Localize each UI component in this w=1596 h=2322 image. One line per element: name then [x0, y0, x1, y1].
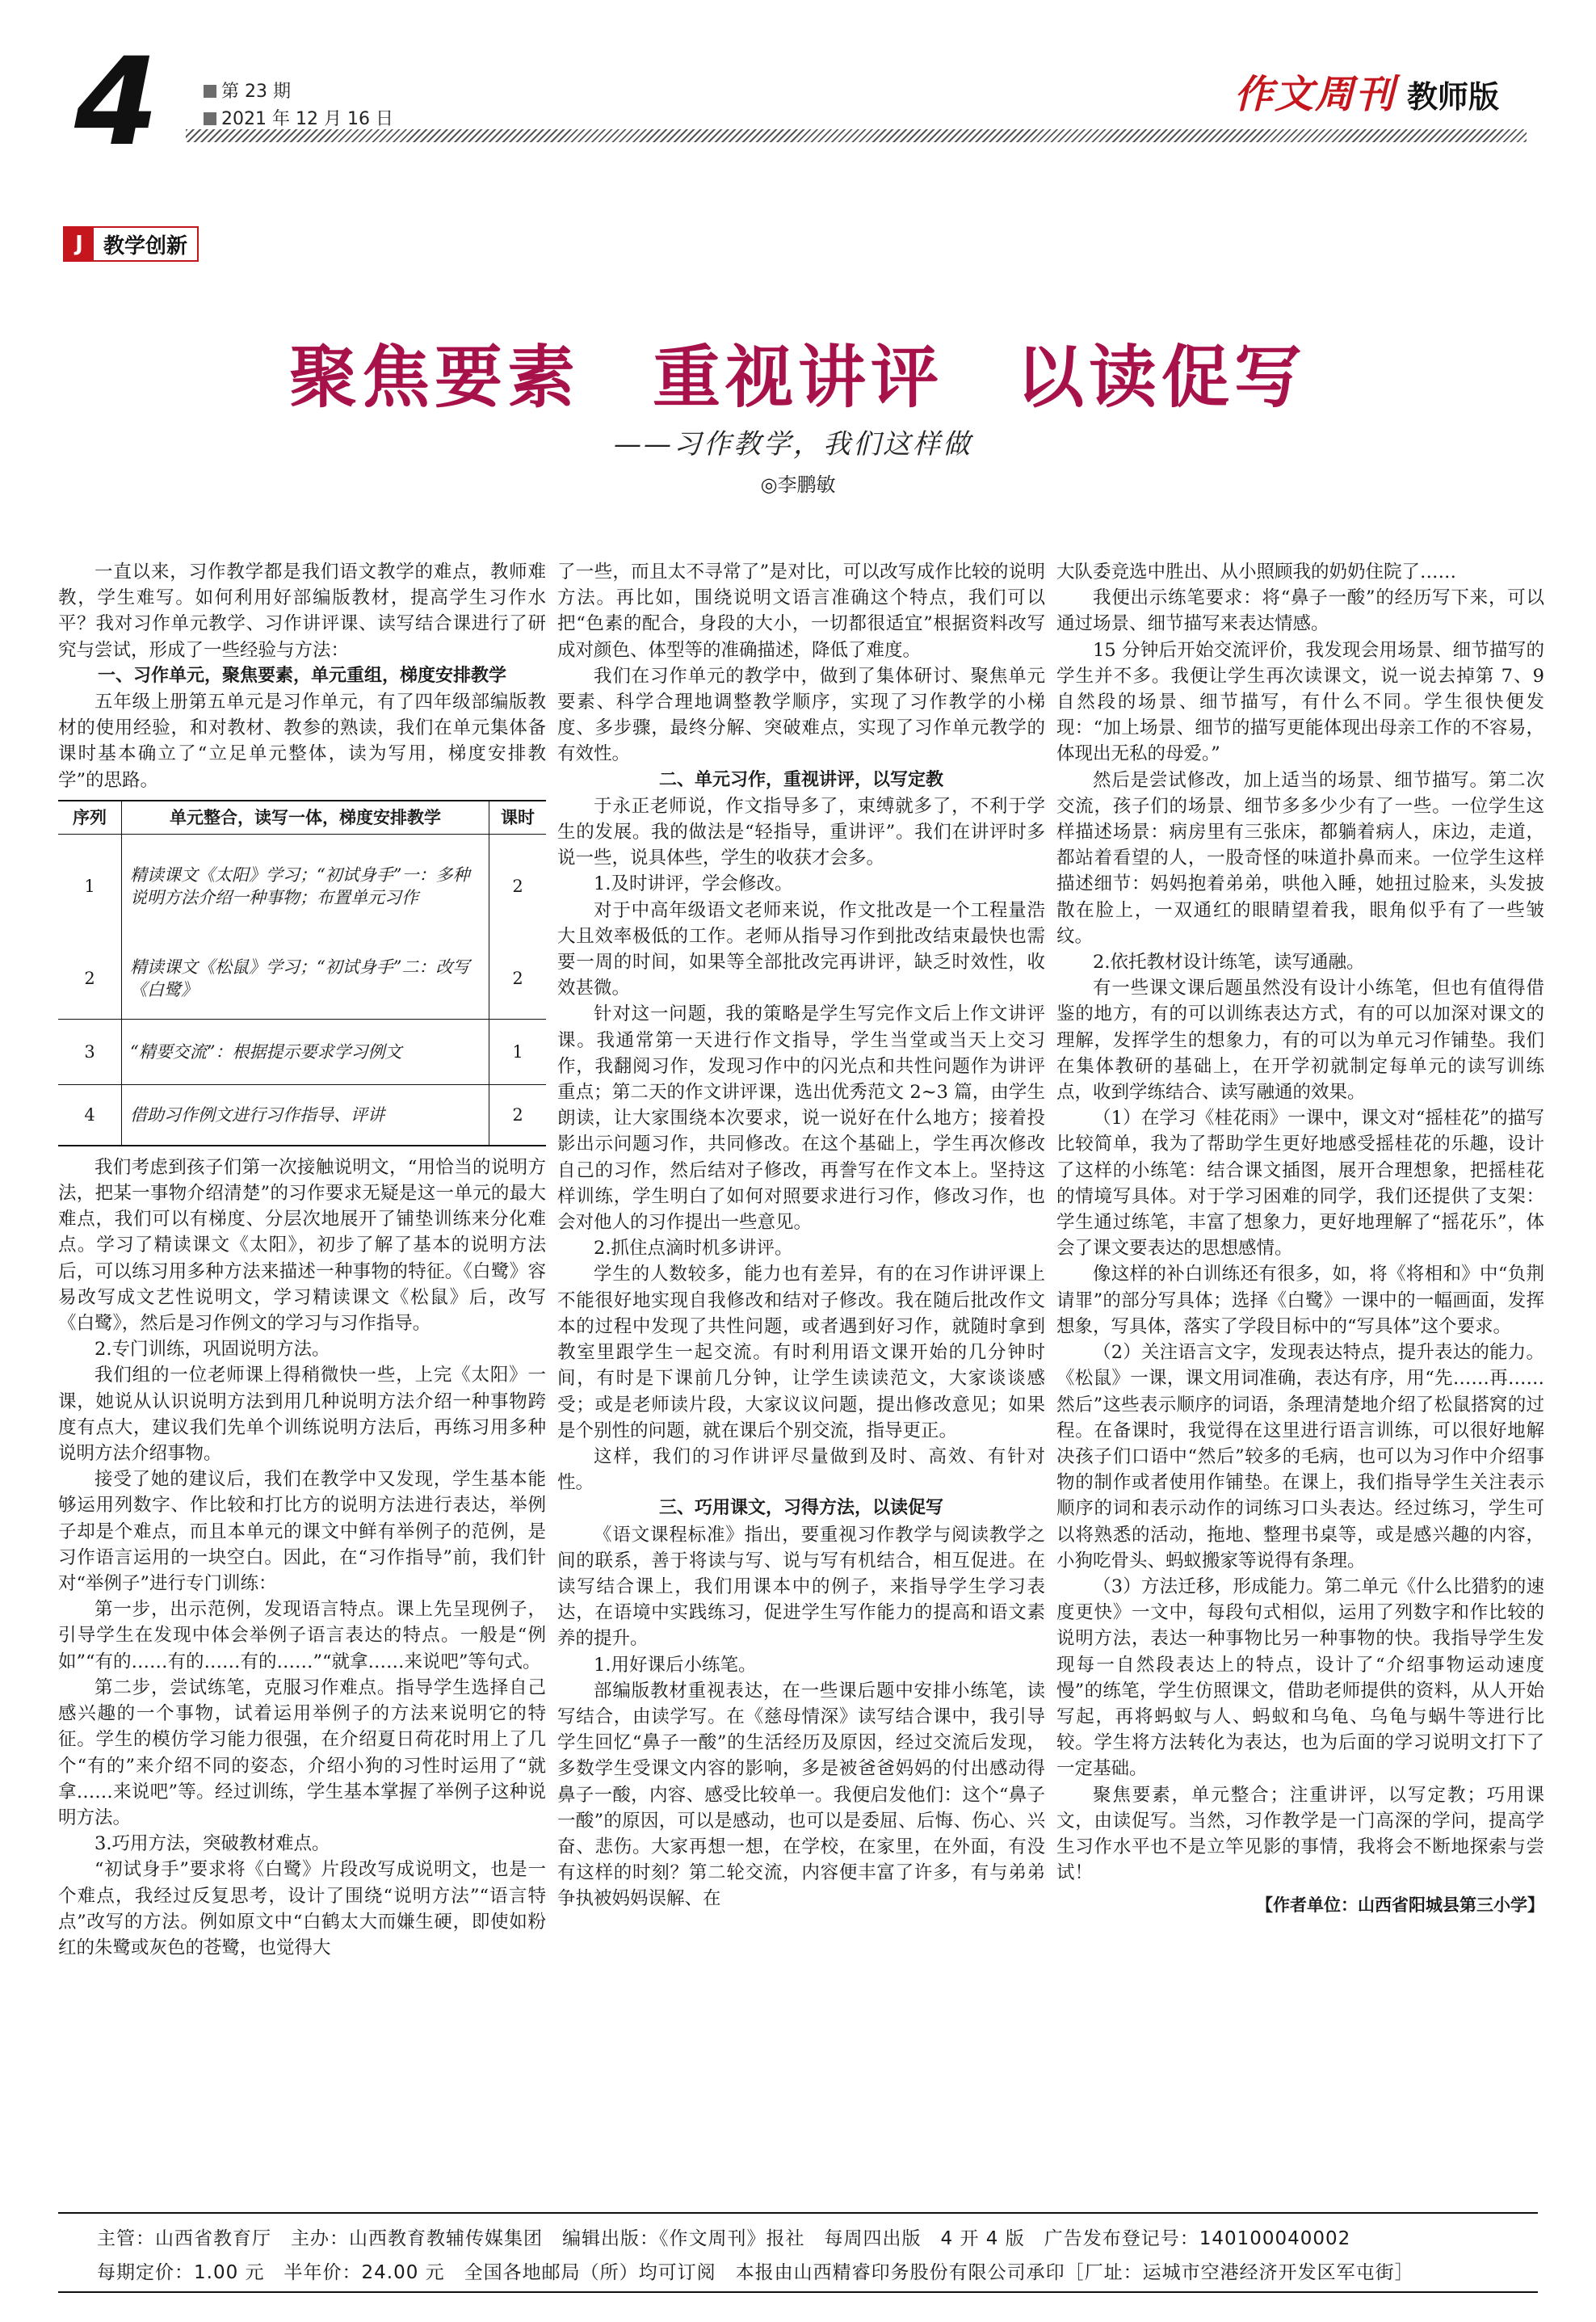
- edition-name: 教师版: [1406, 79, 1499, 115]
- paragraph: 第一步，出示范例，发现语言特点。课上先呈现例子，引导学生在发现中体会举例子语言表达的特点。一般是“例如”“有的……有的……有的……”“就拿……来说吧”等句式。: [58, 1599, 546, 1672]
- paragraph: 于永正老师说，作文指导多了，束缚就多了，不利于学生的发展。我的做法是“轻指导，重讲评”。我们在讲评时多说一些，说具体些，学生的收获才会多。: [557, 795, 1045, 869]
- paragraph: （1）在学习《桂花雨》一课中，课文对“摇桂花”的描写比较简单，我为了帮助学生更好地感受摇桂花的乐趣，设计了这样的小练笔：结合课文插图，展开合理想象，把摇桂花的情境写具体。对于学习困难的同学，我们还提供了支架：学生通过练笔，丰富了想象力，更好地理解了“摇花乐”，体会了课文要表达的思想感情。: [1056, 1108, 1544, 1260]
- section-name: 教学创新: [103, 233, 188, 259]
- paragraph: 15 分钟后开始交流评价，我发现会用场景、细节描写的学生并不多。我便让学生再次读课文，说一说去掉第 7、9 自然段的场景、细节描写，有什么不同。学生很快便发现：“加上场景、细节的描写更能体现出母亲工作的不容易，体现出无私的母爱。”: [1056, 639, 1544, 765]
- table-cell: 3: [58, 1019, 122, 1084]
- table-row: [58, 834, 546, 938]
- table-header-row: [58, 801, 546, 835]
- paragraph: 1.用好课后小练笔。: [594, 1654, 757, 1676]
- table-cell: 精读课文《松鼠》学习；“初试身手”二：改写《白鹭》: [122, 938, 489, 1020]
- paragraph: 2.依托教材设计练笔，读写通融。: [1093, 952, 1365, 974]
- paragraph: 部编版教材重视表达，在一些课后题中安排小练笔，读写结合，由读学写。在《慈母情深》读写结合课中，我引导学生回忆“鼻子一酸”的生活经历及原因，经过交流后发现，多数学生受课文内容的影响，多是被爸爸妈妈的付出感动得鼻子一酸，内容、感受比较单一。我便启发他们：这个“鼻子一酸”的原因，可以是感动，也可以是委屈、后悔、伤心、兴奋、悲伤。大家再想一想，在学校，在家里，在外面，有没有这样的时刻？第二轮交流，内容便丰富了许多，有与弟弟争执被妈妈误解、在: [557, 1680, 1045, 1910]
- section-letter: J: [65, 228, 94, 260]
- table-row: [58, 938, 546, 1020]
- imprint-line-1: 主管：山西省教育厅 主办：山西教育教辅传媒集团 编辑出版：《作文周刊》报社 每周四出版 4 开 4 版 广告发布登记号：140100040002: [97, 2228, 1351, 2249]
- table-cell: “精要交流”：根据提示要求学习例文: [122, 1019, 489, 1084]
- table-row: [58, 1084, 546, 1146]
- paragraph: 接受了她的建议后，我们在教学中又发现，学生基本能够运用列数字、作比较和打比方的说明方法进行表达，举例子却是个难点，而且本单元的课文中鲜有举例子的范例，是习作语言运用的一块空白。因此，在“习作指导”前，我们针对“举例子”进行专门训练：: [58, 1469, 546, 1595]
- header-rule: [186, 129, 1527, 142]
- table-cell: 2: [489, 1084, 547, 1146]
- schedule-table: [58, 800, 546, 1146]
- paragraph: 大队委竞选中胜出、从小照顾我的奶奶住院了……: [1056, 562, 1457, 583]
- table-header: 单元整合，读写一体，梯度安排教学: [122, 801, 489, 835]
- table-cell: 1: [489, 1019, 547, 1084]
- square-bullet-icon: [204, 85, 216, 98]
- paragraph: 我们组的一位老师课上得稍微快一些，上完《太阳》一课，她说从认识说明方法到用几种说明方法介绍一种事物跨度有点大，建议我们先单个训练说明方法后，再练习用多种说明方法介绍事物。: [58, 1365, 546, 1465]
- paragraph: 像这样的补白训练还有很多，如，将《将相和》中“负荆请罪”的部分写具体；选择《白鹭》一课中的一幅画面，发挥想象，写具体，落实了学段目标中的“写具体”这个要求。: [1056, 1264, 1544, 1337]
- table-cell: 2: [84, 968, 95, 988]
- masthead: [1234, 63, 1499, 119]
- paragraph: 2.专门训练，巩固说明方法。: [94, 1339, 330, 1361]
- table-cell: 2: [512, 968, 523, 988]
- paragraph: “初试身手”要求将《白鹭》片段改写成说明文，也是一个难点，我经过反复思考，设计了围绕“说明方法”“语言特点”改写的方法。例如原文中“白鹤太大而嫌生硬，即使如粉红的朱鹭或灰色的苍鹭，也觉得大: [58, 1859, 546, 1958]
- paragraph: 我们考虑到孩子们第一次接触说明文，“用恰当的说明方法，把某一事物介绍清楚”的习作要求无疑是这一单元的最大难点，我们可以有梯度、分层次地展开了铺垫训练来分化难点。学习了精读课文《太阳》，初步了解了基本的说明方法后，可以练习用多种方法来描述一种事物的特征。《白鹭》容易改写成文艺性说明文，学习精读课文《松鼠》后，改写《白鹭》，然后是习作例文的学习与习作指导。: [58, 1156, 546, 1335]
- issue-number: [204, 78, 291, 103]
- issue-date: [204, 105, 393, 130]
- paragraph: 第二步，尝试练笔，克服习作难点。指导学生选择自己感兴趣的一个事物，试着运用举例子的方法来说明它的特征。学生的模仿学习能力很强，在介绍夏日荷花时用上了几个“有的”来介绍不同的姿态，介绍小狗的习性时运用了“就拿……来说吧”等。经过训练，学生基本掌握了举例子这种说明方法。: [58, 1676, 546, 1828]
- paragraph: 五年级上册第五单元是习作单元，有了四年级部编版教材的使用经验，和对教材、教参的熟读，我们在单元集体备课时基本确立了“立足单元整体，读为写用，梯度安排教学”的思路。: [58, 692, 546, 791]
- table-cell: 精读课文《太阳》学习；“初试身手”一：多种说明方法介绍一种事物；布置单元习作: [122, 834, 489, 938]
- article-subtitle: ——习作教学，我们这样做: [614, 428, 972, 461]
- paragraph: 了一些，而且太不寻常了”是对比，可以改写成作比较的说明方法。再比如，围绕说明文语言准确这个特点，我们可以把“色素的配合，身段的大小，一切都很适宜”根据资料改写成对颜色、体型等的准确描述，降低了难度。: [557, 562, 1045, 661]
- paragraph: 针对这一问题，我的策略是学生写完作文后上作文讲评课。我通常第一天进行作文指导，学生当堂或当天上交习作，我翻阅习作，发现习作中的闪光点和共性问题作为讲评重点；第二天的作文讲评课，选出优秀范文 2~3 篇，由学生朗读，让大家围绕本次要求，说一说好在什么地方；接着投影出示问题习作，共同修改。在这个基础上，学生再次修改自己的习作，然后结对子修改，再誊写在作文本上。坚持这样训练，学生明白了如何对照要求进行习作，修改习作，也会对他人的习作提出一些意见。: [557, 1003, 1045, 1234]
- table-header: 序列: [58, 801, 122, 835]
- imprint-footer: [58, 2212, 1538, 2293]
- paragraph: 学生的人数较多，能力也有差异，有的在习作讲评课上不能很好地实现自我修改和结对子修改。我在随后批改作文本的过程中发现了共性问题，或者遇到好习作，就随时拿到教室里跟学生一起交流。有时利用语文课开始的几分钟时间，有时是下课前几分钟，让学生读读范文，大家谈谈感受；或是老师读片段，大家议议问题，提出修改意见；如果是个别性的问题，就在课后个别交流，指导更正。: [557, 1264, 1045, 1441]
- section-heading-1: 一、习作单元，聚焦要素，单元重组，梯度安排教学: [97, 665, 506, 686]
- author-affiliation: 【作者单位：山西省阳城县第三小学】: [1256, 1895, 1544, 1916]
- square-bullet-icon: [204, 112, 216, 125]
- table-cell: 借助习作例文进行习作指导、评讲: [122, 1084, 489, 1146]
- paragraph: （3）方法迁移，形成能力。第二单元《什么比猎豹的速度更快》一文中，每段句式相似，运用了列数字和作比较的说明方法，表达一种事物比另一种事物的快。我指导学生发现每一自然段表达上的特点，设计了“介绍事物运动速度慢”的练笔，学生仿照课文，借助老师提供的资料，从人开始写起，再将蚂蚁与人、蚂蚁和乌龟、乌龟与蜗牛等进行比较。学生将方法转化为表达，也为后面的学习说明文打下了一定基础。: [1056, 1575, 1544, 1780]
- table-row: [58, 1019, 546, 1084]
- imprint-line-2: 每期定价：1.00 元 半年价：24.00 元 全国各地邮局（所）均可订阅 本报由山西精睿印务股份有限公司承印［厂址：运城市空港经济开发区军屯街］: [97, 2262, 1414, 2283]
- paragraph: 有一些课文课后题虽然没有设计小练笔，但也有值得借鉴的地方，有的可以训练表达方式，有的可以加深对课文的理解，发挥学生的想象力，有的可以为单元习作铺垫。我们在集体教研的基础上，在开学初就制定每单元的读写训练点，收到学练结合、读写融通的效果。: [1056, 978, 1544, 1104]
- table-cell: 4: [58, 1084, 122, 1146]
- paragraph: （2）关注语言文字，发现表达特点，提升表达的能力。《松鼠》一课，课文用词准确，表达有序，用“先……再……然后”这些表示顺序的词语，条理清楚地介绍了松鼠搭窝的过程。在备课时，我觉得在这里进行语言训练，可以很好地解决孩子们口语中“然后”较多的毛病，也可以为习作中介绍事物的制作或者使用作铺垫。在课上，我们指导学生关注表示顺序的词和表示动作的词练习口头表达。经过练习，学生可以将熟悉的活动，拖地、整理书桌等，或是感兴趣的内容，小狗吃骨头、蚂蚁搬家等说得有条理。: [1056, 1342, 1544, 1571]
- paper-name: 作文周刊: [1233, 72, 1396, 117]
- table-header: 课时: [489, 801, 547, 835]
- paragraph: 我便出示练笔要求：将“鼻子一酸”的经历写下来，可以通过场景、细节描写来表达情感。: [1056, 587, 1544, 635]
- paragraph: 一直以来，习作教学都是我们语文教学的难点，教师难教，学生难写。如何利用好部编版教材，提高学生习作水平？我对习作单元教学、习作讲评课、读写结合课进行了研究与尝试，形成了一些经验与方法：: [58, 562, 546, 661]
- paragraph: 《语文课程标准》指出，要重视习作教学与阅读教学之间的联系，善于将读与写、说与写有机结合，相互促进。在读写结合课上，我们用课本中的例子，来指导学生学习表达，在语境中实践练习，促进学生写作能力的提高和语文素养的提升。: [557, 1524, 1045, 1650]
- paragraph: 我们在习作单元的教学中，做到了集体研讨、聚焦单元要素、科学合理地调整教学顺序，实现了习作教学的小梯度、多步骤，最终分解、突破难点，实现了习作单元教学的有效性。: [557, 665, 1045, 765]
- column-2: [557, 559, 1045, 1912]
- table-cell: 1: [84, 876, 95, 896]
- section-tag: [63, 226, 199, 262]
- section-heading-2: 二、单元习作，重视讲评，以写定教: [658, 769, 943, 790]
- paragraph: 2.抓住点滴时机多讲评。: [594, 1238, 793, 1260]
- date-text: 2021 年 12 月 16 日: [221, 109, 393, 129]
- paragraph: 聚焦要素，单元整合；注重讲评，以写定教；巧用课文，由读促写。当然，习作教学是一门高深的学问，提高学生习作水平也不是立竿见影的事情，我将会不断地探索与尝试！: [1056, 1784, 1544, 1884]
- paragraph: 这样，我们的习作讲评尽量做到及时、高效、有针对性。: [557, 1445, 1045, 1494]
- paragraph: 3.巧用方法，突破教材难点。: [94, 1833, 330, 1855]
- paragraph: 对于中高年级语文老师来说，作文批改是一个工程量浩大且效率极低的工作。老师从指导习作到批改结束最快也需要一周的时间，如果等全部批改完再讲评，缺乏时效性，收效甚微。: [557, 899, 1045, 999]
- article-title: 聚焦要素 重视讲评 以读促写: [288, 337, 1307, 417]
- page-number: 4: [74, 32, 159, 173]
- paragraph: 然后是尝试修改，加上适当的场景、细节描写。第二次交流，孩子们的场景、细节多多少少有了一些。一位学生这样描述场景：病房里有三张床，都躺着病人，床边，走道，都站着看望的人，一股奇怪的味道扑鼻而来。一位学生这样描述细节：妈妈抱着弟弟，哄他入睡，她扭过脸来，头发披散在脸上，一双通红的眼睛望着我，眼角似乎有了一些皱纹。: [1056, 769, 1544, 947]
- column-1: [58, 559, 546, 1961]
- issue-text: 第 23 期: [221, 82, 291, 102]
- column-3: [1056, 559, 1544, 1919]
- paragraph: 1.及时讲评，学会修改。: [594, 873, 793, 895]
- article-author: ◎李鹏敏: [760, 473, 836, 496]
- section-heading-3: 三、巧用课文，习得方法，以读促写: [658, 1498, 943, 1519]
- table-cell: 2: [512, 876, 523, 896]
